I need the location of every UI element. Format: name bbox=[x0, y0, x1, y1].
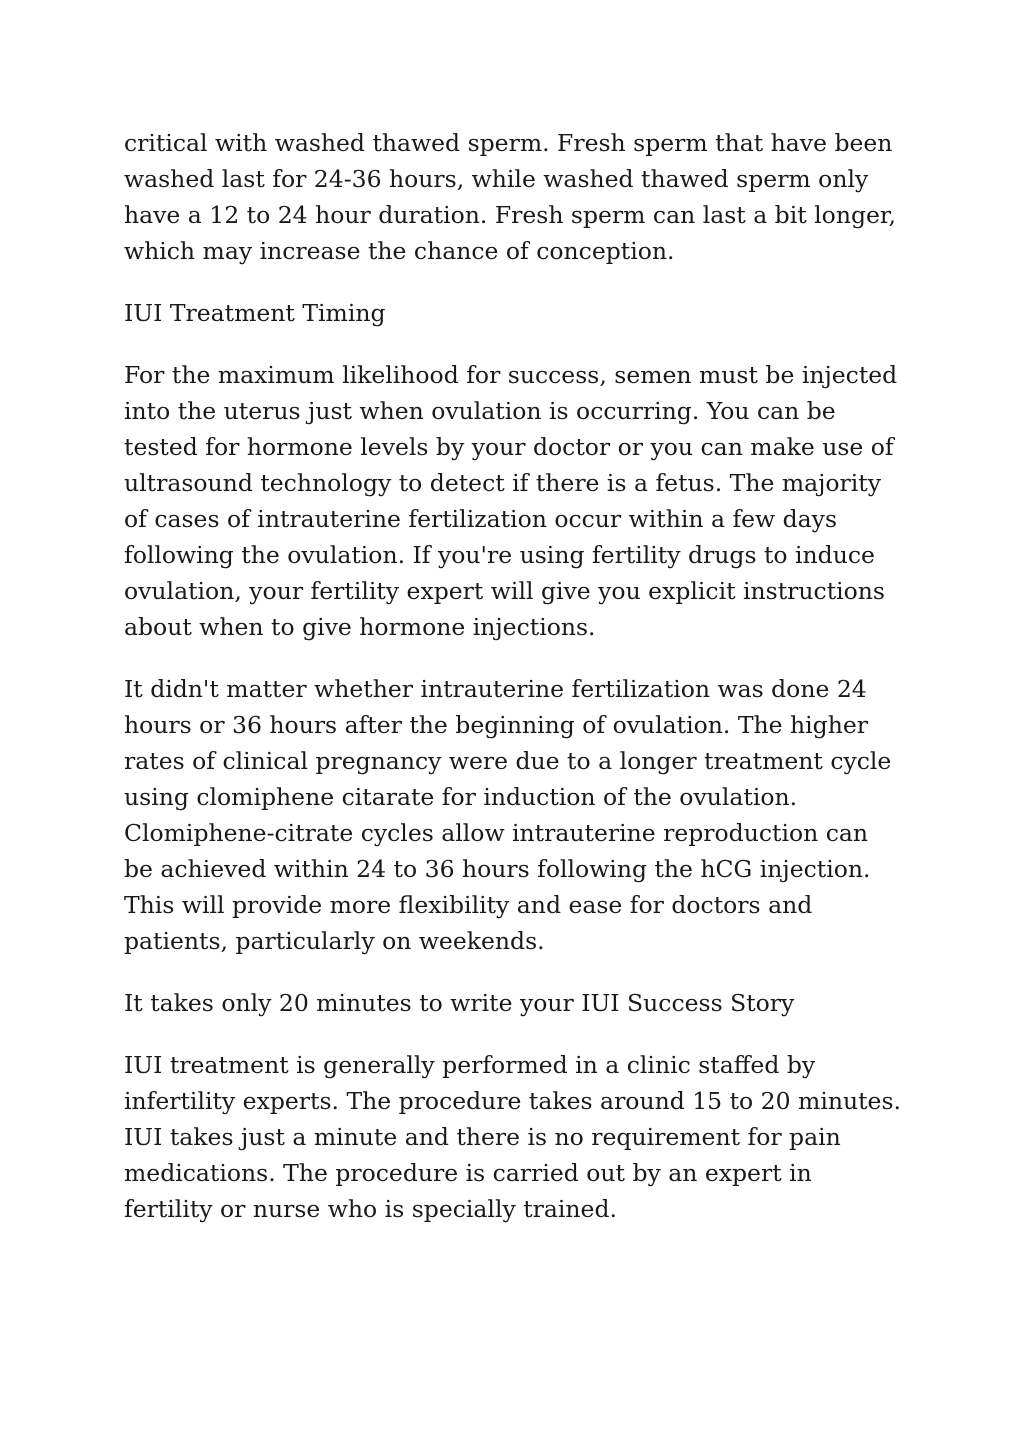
document-page bbox=[124, 125, 904, 1253]
heading-iui-treatment-timing: IUI Treatment Timing bbox=[124, 299, 386, 327]
paragraph-timing: For the maximum likelihood for success, semen must be injected into the uterus just when ovulation is occurring. You can be tested for hormone levels by your doctor or you can make use of ultrasound technology to detect if there is a fetus. The majority of cases of intrauterine fertilization occur within a few days following the ovulation. If you're using fertility drugs to induce ovulation, your fertility expert will give you explicit instructions about when to give hormone injections. bbox=[124, 361, 898, 641]
paragraph-procedure: IUI treatment is generally performed in a clinic staffed by infertility experts. The procedure takes around 15 to 20 minutes. IUI takes just a minute and there is no requirement for pain medications. The procedure is carried out by an expert in fertility or nurse who is specially trained. bbox=[124, 1051, 901, 1223]
paragraph-intro: critical with washed thawed sperm. Fresh sperm that have been washed last for 24-36 hours, while washed thawed sperm only have a 12 to 24 hour duration. Fresh sperm can last a bit longer, which may increase the chance of conception. bbox=[124, 129, 897, 265]
heading-success-story: It takes only 20 minutes to write your IUI Success Story bbox=[124, 989, 795, 1017]
paragraph-ovulation-study: It didn't matter whether intrauterine fertilization was done 24 hours or 36 hours after the beginning of ovulation. The higher rates of clinical pregnancy were due to a longer treatment cycle using clomiphene citarate for induction of the ovulation. Clomiphene-citrate cycles allow intrauterine reproduction can be achieved within 24 to 36 hours following the hCG injection. This will provide more flexibility and ease for doctors and patients, particularly on weekends. bbox=[124, 675, 892, 955]
